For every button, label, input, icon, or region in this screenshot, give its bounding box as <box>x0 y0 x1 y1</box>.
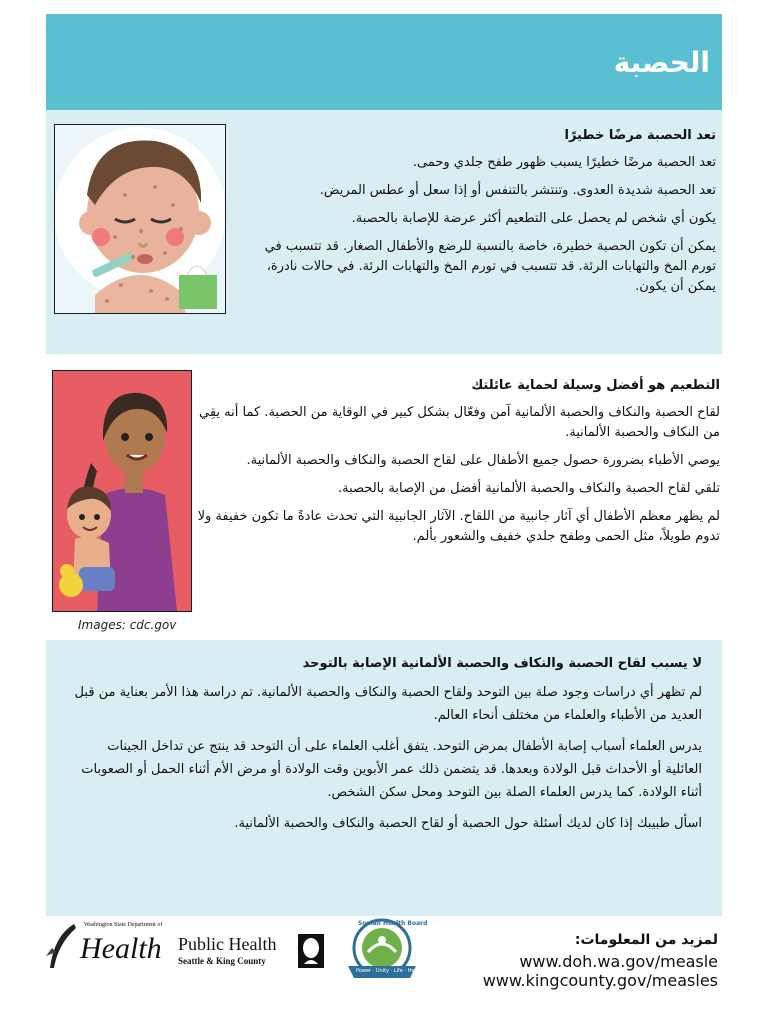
mlk-portrait-icon <box>298 934 324 968</box>
section3-para-3: اسأل طبيبك إذا كان لديك أسئلة حول الحصبة أو لقاح الحصبة والنكاف والحصبة الألمانية. <box>234 816 702 831</box>
phsk-small-text: Seattle & King County <box>178 956 266 966</box>
doh-logo <box>44 918 168 972</box>
section3-text <box>70 656 702 843</box>
sick-child-icon <box>55 125 225 313</box>
doh-big-text: Health <box>80 932 162 965</box>
section3-para-1: لم تظهر أي دراسات وجود صلة بين التوحد ولقاح الحصبة والنكاف والحصبة الألمانية. تم دراسة هذا الأمر بعناية من قبل العديد من الأطباء والعلماء من مختلف أنحاء العالم. <box>74 685 702 723</box>
section1-text <box>236 128 716 305</box>
section1-para-1: تعد الحصبة مرضًا خطيرًا يسبب ظهور طفح جلدي وحمى. <box>412 155 716 170</box>
doh-small-text: Washington State Department of <box>84 922 163 928</box>
section2-text <box>196 378 720 555</box>
sick-child-illustration <box>54 124 226 314</box>
section3-title: لا يسبب لقاح الحصبة والنكاف والحصبة الألمانية الإصابة بالتوحد <box>302 656 702 671</box>
mother-child-illustration <box>52 370 192 612</box>
section2-para-3: تلقي لقاح الحصبة والنكاف والحصبة الألمانية أفضل من الإصابة بالحصبة. <box>338 481 720 496</box>
image-credit: Images: cdc.gov <box>78 618 177 632</box>
section2-para-1: لقاح الحصبة والنكاف والحصبة الألمانية آمن وفعّال بشكل كبير في الوقاية من الحصبة. كما أنه يقِي من النكاف والحصبة الألمانية. <box>199 405 720 440</box>
public-health-logo <box>178 934 328 974</box>
somali-ribbon-text: Power · Unity · Life · Health <box>356 968 424 974</box>
section2-title: التطعيم هو أفضل وسيلة لحماية عائلتك <box>471 378 720 393</box>
page-header <box>46 14 722 110</box>
page-title: الحصبة <box>613 46 710 79</box>
more-info-block <box>460 932 718 990</box>
link-kingcounty[interactable]: www.kingcounty.gov/measles <box>482 971 718 990</box>
somali-seal-icon <box>344 918 420 988</box>
section2-para-4: لم يظهر معظم الأطفال أي آثار جانبية من اللقاح. الآثار الجانبية التي تحدث عادةً ما تكون خفيفة ولا تدوم طويلاً، مثل الحمى وطفح جلدي خفيف والشعور بألم. <box>197 509 720 544</box>
section3-para-2: يدرس العلماء أسباب إصابة الأطفال بمرض التوحد. يتفق أغلب العلماء على أن التوحد قد ينتج عن تداخل الجينات العائلية أو الأحداث قبل الولادة وبعدها. قد يتضمن ذلك عمر الأبوين وقت الولادة أو مرض الأم أثناء الحمل أو الصعوبات أثناء الولادة. كما يدرس العلماء الصلة بين التوحد ومحل سكن الشخص. <box>81 739 702 800</box>
section2-para-2: يوصي الأطباء بضرورة حصول جميع الأطفال على لقاح الحصبة والنكاف والحصبة الألمانية. <box>246 453 720 468</box>
section1-para-3: يكون أي شخص لم يحصل على التطعيم أكثر عرضة للإصابة بالحصبة. <box>351 211 716 226</box>
somali-top-text: Somali Health Board <box>358 920 428 927</box>
section1-title: تعد الحصبة مرضًا خطيرًا <box>564 128 716 143</box>
more-info-title: لمزيد من المعلومات: <box>574 932 718 948</box>
section1-para-4: يمكن أن تكون الحصبة خطيرة، خاصة بالنسبة للرضع والأطفال الصغار. قد تتسبب في تورم المخ والتهابات الرئة. قد تتسبب في تورم المخ والتهابات الرئة. في حالات نادرة، يمكن أن يكون. <box>264 239 716 294</box>
link-doh[interactable]: www.doh.wa.gov/measle <box>519 952 718 971</box>
phsk-big-text: Public Health <box>178 934 277 954</box>
section1-para-2: تعد الحصبة شديدة العدوى. وتنتشر بالتنفس أو إذا سعل أو عطس المريض. <box>319 183 716 198</box>
mother-child-icon <box>53 371 191 611</box>
doh-feather-icon <box>44 922 78 972</box>
somali-health-board-logo <box>344 918 428 988</box>
